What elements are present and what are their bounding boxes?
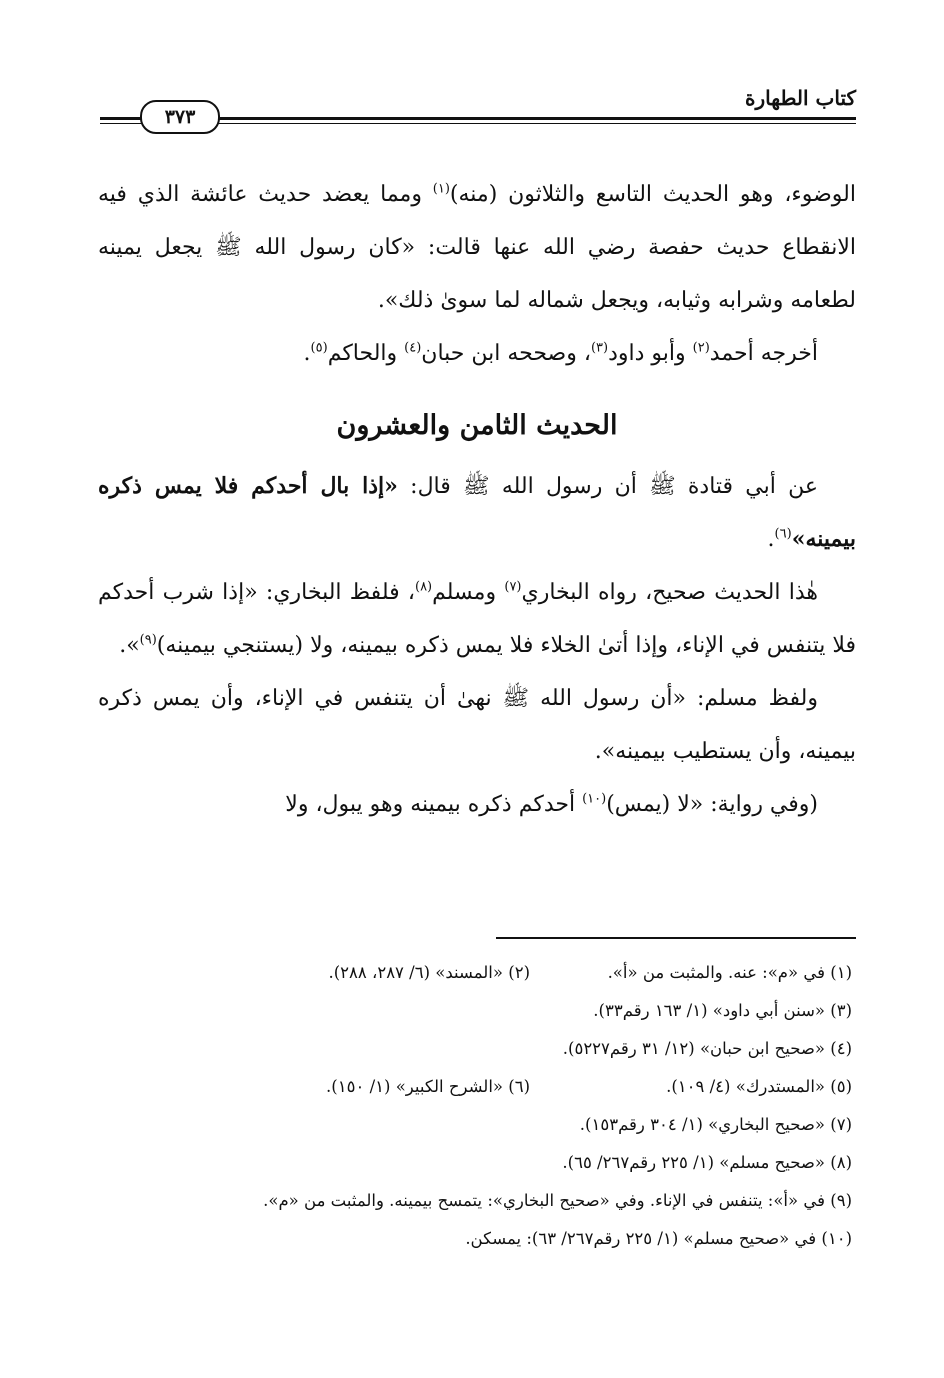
page-number: ٣٧٣ [140, 100, 220, 134]
text: والحاكم [327, 341, 405, 366]
text: عن أبي قتادة ﷺ أن رسول الله ﷺ قال: [397, 474, 818, 499]
hadith-quote: «إذا بال أحدكم فلا يمس ذكره بيمينه» [98, 473, 856, 552]
footnote-10: (١٠) في «صحيح مسلم» (١/ ٢٢٥ رقم٢٦٧/ ٦٣): يمسكن. [465, 1229, 852, 1248]
paragraph-4 [98, 566, 856, 672]
chapter-title: كتاب الطهارة [745, 86, 856, 110]
text: . [303, 341, 311, 366]
main-text [98, 168, 856, 831]
footnotes [92, 954, 852, 1258]
footnote-ref-6: (٦) [774, 526, 792, 542]
paragraph-1 [98, 168, 856, 327]
footnote-separator [496, 937, 856, 939]
footnote-row [92, 1030, 852, 1068]
footnote-ref-9: (٩) [139, 632, 157, 648]
footnote-5: (٥) «المستدرك» (٤/ ١٠٩). [666, 1077, 852, 1096]
text: أحدكم ذكره بيمينه وهو يبول، ولا [285, 792, 583, 817]
text: ، فلفظ البخاري: «إذا شرب أحدكم فلا يتنفس في الإناء، وإذا أتىٰ الخلاء فلا يمس ذكره بيمينه، ولا (يستنجي بيمينه) [98, 580, 856, 658]
footnote-ref-7: (٧) [504, 579, 522, 595]
footnote-ref-3: (٣) [590, 340, 609, 356]
text: ، وصححه ابن حبان [421, 341, 591, 366]
footnote-row [92, 992, 852, 1030]
footnote-row [92, 1220, 852, 1258]
paragraph-2 [98, 327, 856, 380]
footnote-ref-8: (٨) [414, 579, 433, 595]
text: ولفظ مسلم: «أن رسول الله ﷺ نهىٰ أن يتنفس في الإناء، وأن يمس ذكره بيمينه، وأن يستطيب بيمينه». [98, 686, 856, 764]
text: (وفي رواية: «لا (يمس) [606, 792, 818, 817]
footnote-row [92, 1144, 852, 1182]
footnote-1: (١) في «م»: عنه. والمثبت من «أ». [607, 963, 852, 982]
paragraph-6 [98, 778, 856, 831]
footnote-ref-2: (٢) [692, 340, 710, 356]
paragraph-5 [98, 672, 856, 778]
text: الوضوء، وهو الحديث التاسع والثلاثون (منه) [449, 182, 856, 207]
footnote-4: (٤) «صحيح ابن حبان» (١٢/ ٣١ رقم٥٢٢٧). [562, 1039, 852, 1058]
footnote-row [92, 954, 852, 992]
footnote-ref-10: (١٠) [582, 791, 607, 807]
footnote-ref-5: (٥) [310, 340, 328, 356]
page-header [100, 86, 856, 136]
text: وأبو داود [608, 341, 693, 366]
text: هٰذا الحديث صحيح، رواه البخاري [521, 580, 819, 605]
footnote-row [92, 1068, 852, 1106]
footnote-3: (٣) «سنن أبي داود» (١/ ١٦٣ رقم٣٣). [593, 1001, 852, 1020]
footnote-ref-4: (٤) [404, 340, 422, 356]
section-heading: الحديث الثامن والعشرون [336, 410, 618, 441]
footnote-row [92, 1182, 852, 1220]
paragraph-3 [98, 460, 856, 566]
footnote-ref-1: (١) [432, 181, 450, 197]
text: ومما يعضد حديث عائشة الذي فيه الانقطاع حديث حفصة رضي الله عنها قالت: «كان رسول الله ﷺ يجعل يمينه لطعامه وشرابه وثيابه، ويجعل شماله لما سوىٰ ذلك». [98, 182, 856, 313]
text: ومسلم [432, 580, 505, 605]
footnote-7: (٧) «صحيح البخاري» (١/ ٣٠٤ رقم١٥٣). [579, 1115, 852, 1134]
footnote-2: (٢) «المسند» (٦/ ٢٨٧، ٢٨٨). [328, 963, 530, 982]
text: ». [119, 633, 140, 658]
text: أخرجه أحمد [709, 341, 818, 366]
footnote-6: (٦) «الشرح الكبير» (١/ ١٥٠). [326, 1077, 530, 1096]
footnote-row [92, 1106, 852, 1144]
text: . [767, 527, 775, 552]
footnote-8: (٨) «صحيح مسلم» (١/ ٢٢٥ رقم٢٦٧/ ٦٥). [562, 1153, 852, 1172]
footnote-9: (٩) في «أ»: يتنفس في الإناء. وفي «صحيح البخاري»: يتمسح بيمينه. والمثبت من «م». [263, 1191, 852, 1210]
